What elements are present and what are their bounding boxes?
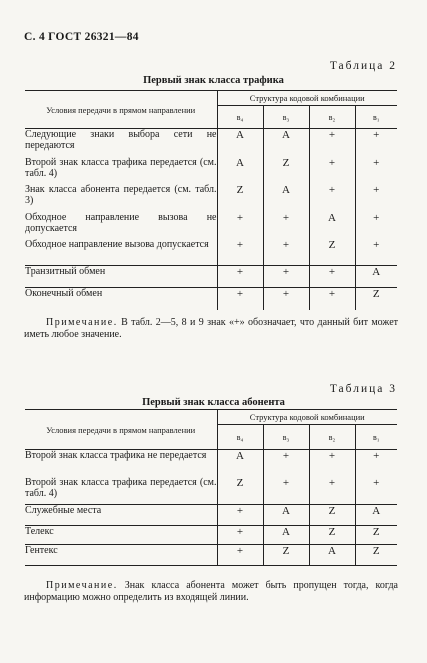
row-condition: Гентекс — [25, 545, 217, 566]
row-value: A — [309, 212, 355, 239]
row-value: + — [373, 183, 380, 196]
table-row — [25, 450, 397, 477]
row-value: Z — [309, 505, 355, 526]
row-condition: Обходное направление вызова допускается — [25, 239, 217, 266]
row-value: + — [263, 212, 309, 239]
row-condition: Второй знак класса трафика передается (см. табл. 4) — [25, 157, 217, 184]
row-value: Z — [217, 477, 263, 505]
row-value: + — [309, 157, 355, 184]
row-value: Z — [355, 545, 397, 566]
row-value: A — [217, 450, 263, 477]
row-value: + — [263, 239, 309, 266]
row-condition: Телекс — [25, 526, 217, 545]
row-value: Z — [309, 239, 355, 266]
table-row — [25, 266, 397, 288]
table-3-bit-header: в₄ — [217, 425, 263, 450]
row-value: + — [217, 239, 263, 266]
table-2-bit-header: в₁ — [355, 106, 397, 129]
row-value: Z — [355, 526, 397, 545]
row-value: + — [355, 239, 397, 266]
row-value: + — [309, 184, 355, 212]
row-value: + — [355, 477, 397, 505]
row-value: + — [217, 266, 263, 288]
table-2 — [25, 90, 397, 310]
row-value: + — [217, 545, 263, 566]
table-3-number: Таблица 3 — [329, 383, 397, 395]
table-3-struct-header: Структура кодовой комбинации — [217, 410, 397, 425]
row-value: + — [373, 211, 380, 224]
table-2-cond-header: Условия передачи в прямом направлении — [25, 91, 217, 129]
table-row — [25, 129, 397, 157]
table-row — [25, 477, 397, 505]
row-value: + — [373, 129, 380, 141]
table-row — [25, 239, 397, 266]
table-row — [25, 212, 397, 239]
table-2-number: Таблица 2 — [329, 60, 397, 72]
row-value: Z — [263, 157, 309, 184]
table-2-struct-header: Структура кодовой комбинации — [217, 91, 397, 106]
note-text: В табл. 2—5, 8 и 9 знак «+» обозначает, что данный бит может иметь любое значение. — [24, 317, 399, 340]
row-value: Z — [309, 526, 355, 545]
row-value: + — [263, 477, 309, 505]
row-value: + — [217, 212, 263, 239]
row-condition: Обходное направление вызова не допускается — [25, 212, 217, 239]
row-value: + — [217, 526, 263, 545]
row-condition: Следующие знаки выбора сети не передаются — [25, 129, 217, 157]
table-2-title: Первый знак класса трафика — [143, 75, 284, 86]
row-value: A — [355, 505, 397, 526]
table-3-bit-header: в₃ — [263, 425, 309, 450]
row-value: + — [309, 129, 355, 157]
row-value: + — [309, 288, 355, 310]
row-condition: Знак класса абонента передается (см. табл. 3) — [25, 184, 217, 212]
row-value: + — [309, 477, 355, 505]
table-2-bit-header: в₄ — [217, 106, 263, 129]
table-2-bit-header: в₃ — [263, 106, 309, 129]
row-value: + — [373, 450, 380, 462]
table-3-title: Первый знак класса абонента — [142, 397, 285, 408]
row-value: + — [263, 266, 309, 288]
note-label: Примечание. — [46, 580, 118, 591]
table-row — [25, 545, 397, 566]
row-value: A — [309, 545, 355, 566]
row-value: + — [263, 288, 309, 310]
table-2-bit-header: в₂ — [309, 106, 355, 129]
row-value: A — [263, 505, 309, 526]
row-value: + — [217, 505, 263, 526]
table-row — [25, 157, 397, 184]
table-3 — [25, 409, 397, 566]
row-value: A — [263, 526, 309, 545]
row-condition: Служебные места — [25, 505, 217, 526]
table-2-note — [24, 317, 398, 341]
table-3-bit-header: в₁ — [355, 425, 397, 450]
row-value: + — [263, 450, 309, 477]
row-value: Z — [217, 184, 263, 212]
table-row — [25, 184, 397, 212]
row-value: + — [217, 288, 263, 310]
table-row — [25, 288, 397, 310]
row-value: A — [355, 266, 397, 288]
row-value: + — [309, 450, 355, 477]
row-condition: Оконечный обмен — [25, 288, 217, 310]
row-value: A — [217, 129, 263, 157]
row-value: + — [373, 156, 380, 169]
note-text: Знак класса абонента может быть пропущен тогда, когда информацию можно определить из входящей линии. — [24, 580, 398, 603]
table-3-note — [24, 580, 398, 604]
row-value: + — [309, 266, 355, 288]
row-value: A — [263, 184, 309, 212]
row-value: Z — [372, 288, 380, 300]
table-row — [25, 505, 397, 526]
row-value: Z — [263, 545, 309, 566]
row-condition: Второй знак класса трафика не передается — [25, 450, 217, 477]
page-header: С. 4 ГОСТ 26321—84 — [24, 31, 139, 43]
row-value: A — [217, 157, 263, 184]
table-3-bit-header: в₂ — [309, 425, 355, 450]
row-condition: Второй знак класса трафика передается (см. табл. 4) — [25, 477, 217, 505]
row-condition: Транзитный обмен — [25, 266, 217, 288]
note-label: Примечание. — [46, 317, 118, 328]
table-3-cond-header: Условия передачи в прямом направлении — [25, 410, 217, 450]
table-row — [25, 526, 397, 545]
row-value: A — [263, 129, 309, 157]
